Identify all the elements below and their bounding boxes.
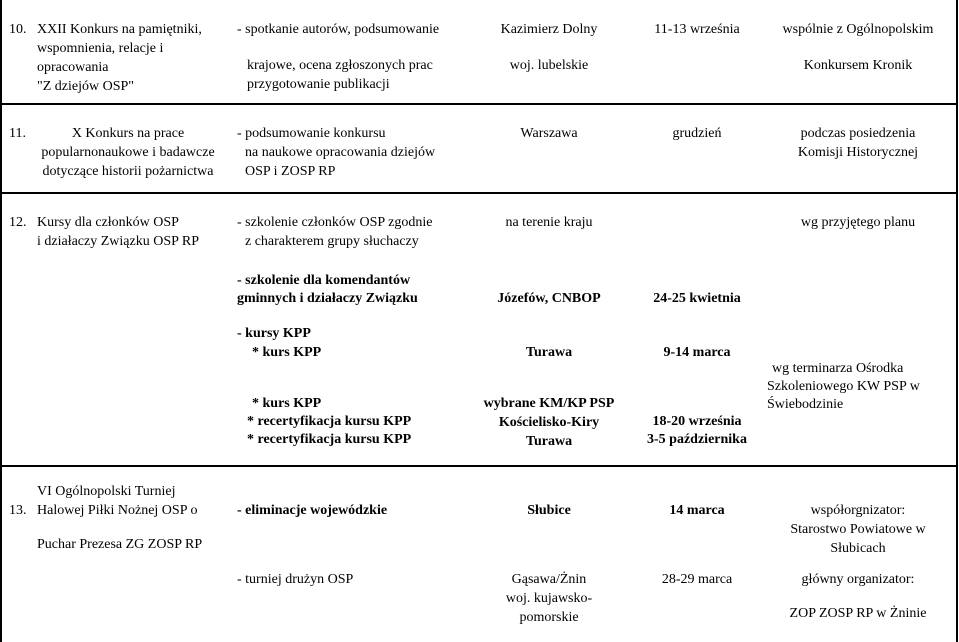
event-description: - turniej drużyn OSP	[237, 572, 354, 587]
event-notes: Świebodzinie	[767, 397, 844, 412]
event-title: XXII Konkurs na pamiętniki, wspomnienia, relacje i opracowania "Z dziejów OSP"	[37, 22, 202, 94]
event-notes: ZOP ZOSP RP w Żninie	[789, 606, 927, 621]
event-place: Warszawa	[520, 126, 578, 141]
event-place: Turawa	[525, 345, 573, 360]
event-place: woj. lubelskie	[509, 58, 589, 73]
event-date: grudzień	[672, 126, 722, 141]
event-place: Józefów, CNBOP	[497, 291, 601, 306]
event-date: 28-29 marca	[661, 572, 733, 587]
event-date: 18-20 września	[652, 414, 742, 429]
event-date: 24-25 kwietnia	[653, 291, 741, 306]
event-place: na terenie kraju	[505, 215, 593, 230]
table-border-right	[956, 0, 958, 642]
event-date: 3-5 października	[647, 432, 747, 447]
event-description: - szkolenie dla komendantów	[237, 273, 411, 288]
event-place: Kazimierz Dolny	[500, 22, 598, 37]
event-title: i działaczy Związku OSP RP	[37, 234, 200, 249]
table-border-left	[0, 0, 2, 642]
event-title: X Konkurs na prace popularnonaukowe i badawcze dotyczące historii pożarnictwa	[41, 126, 215, 179]
row-divider	[0, 192, 958, 194]
event-description: gminnych i działaczy Związku	[237, 291, 418, 306]
event-date: 9-14 marca	[663, 345, 731, 360]
event-notes: podczas posiedzenia Komisji Historycznej	[797, 126, 919, 160]
event-description: przygotowanie publikacji	[247, 77, 390, 92]
event-title: VI Ogólnopolski Turniej	[37, 484, 176, 499]
event-description: - eliminacje wojewódzkie	[237, 503, 388, 518]
row-number: 12.	[9, 215, 27, 230]
event-description: - podsumowanie konkursu	[237, 126, 386, 141]
row-number: 10.	[9, 22, 27, 37]
event-notes: główny organizator:	[801, 572, 915, 587]
event-notes: wg terminarza Ośrodka	[772, 361, 904, 376]
event-notes: wg przyjętego planu	[800, 215, 916, 230]
event-description: krajowe, ocena zgłoszonych prac	[247, 58, 433, 73]
event-date: 14 marca	[669, 503, 725, 518]
event-description: * kurs KPP	[252, 396, 322, 411]
event-description: * recertyfikacja kursu KPP	[247, 414, 412, 429]
event-description: * kurs KPP	[252, 345, 322, 360]
event-place: Gąsawa/Żnin woj. kujawsko- pomorskie	[505, 572, 593, 625]
row-divider	[0, 103, 958, 105]
event-title: Halowej Piłki Nożnej OSP o	[37, 503, 198, 518]
event-notes: wspólnie z Ogólnopolskim	[782, 22, 934, 37]
event-description: - kursy KPP	[237, 326, 311, 341]
event-description: na naukowe opracowania dziejów	[245, 145, 436, 160]
event-place: Słubice	[527, 503, 571, 518]
event-description: OSP i ZOSP RP	[245, 164, 336, 179]
event-title: Puchar Prezesa ZG ZOSP RP	[37, 537, 203, 552]
event-description: - spotkanie autorów, podsumowanie	[237, 22, 440, 37]
event-notes: Szkoleniowego KW PSP w	[767, 379, 920, 394]
event-notes: Konkursem Kronik	[803, 58, 913, 73]
event-description: - szkolenie członków OSP zgodnie	[237, 215, 433, 230]
event-date: 11-13 września	[654, 22, 740, 37]
event-description: z charakterem grupy słuchaczy	[245, 234, 419, 249]
row-number: 11.	[9, 126, 26, 141]
event-title: Kursy dla członków OSP	[37, 215, 179, 230]
row-divider	[0, 465, 958, 467]
row-number: 13.	[9, 503, 27, 518]
event-place: wybrane KM/KP PSP Kościelisko-Kiry Turawa	[483, 396, 615, 449]
event-description: * recertyfikacja kursu KPP	[247, 432, 412, 447]
event-notes: współorgnizator: Starostwo Powiatowe w Słubicach	[790, 503, 926, 556]
